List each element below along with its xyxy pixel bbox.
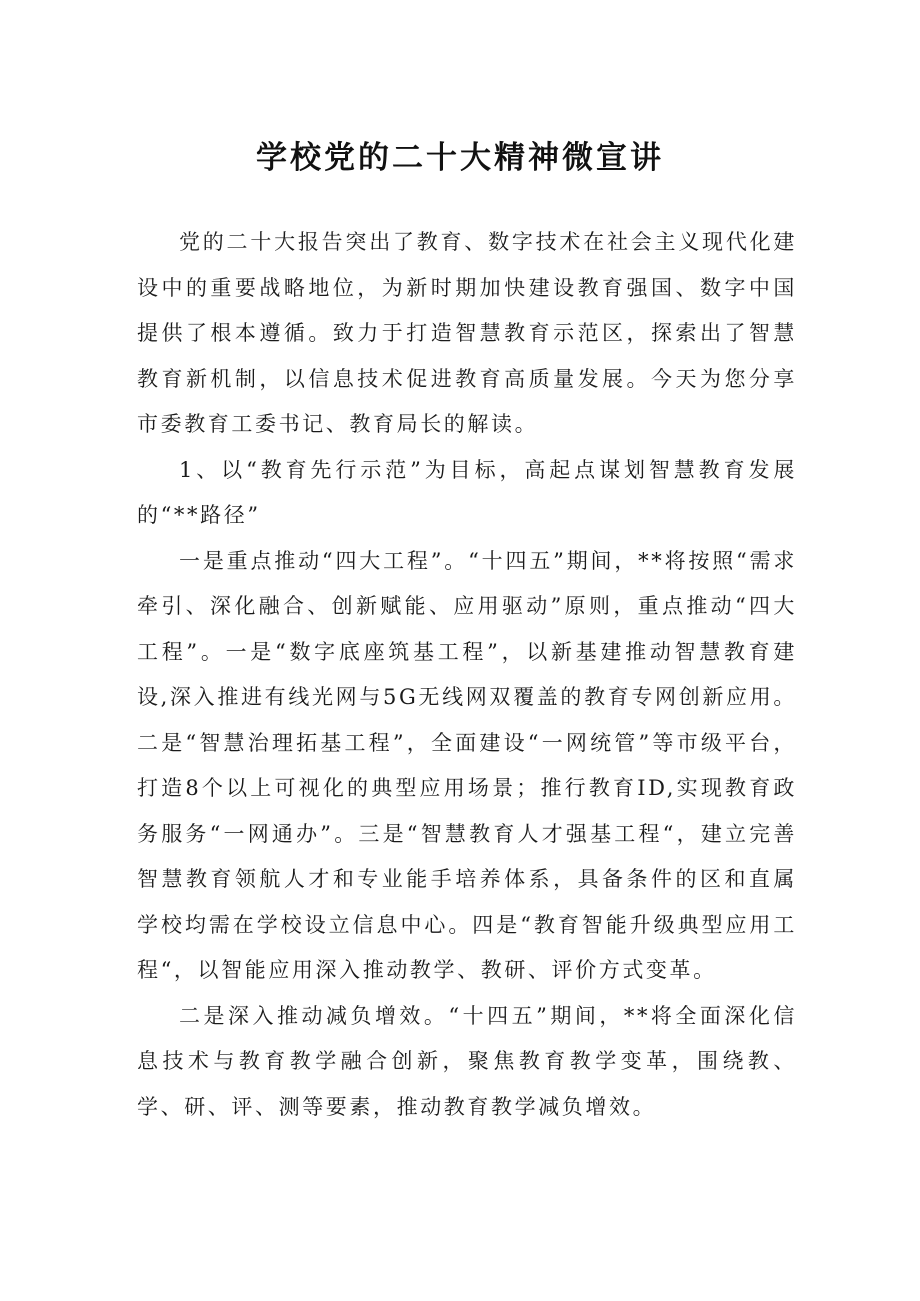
paragraph-intro: 党的二十大报告突出了教育、数字技术在社会主义现代化建设中的重要战略地位，为新时期加快建设教育强国、数字中国提供了根本遵循。致力于打造智慧教育示范区，探索出了智慧教育新机制，以信息技术促进教育高质量发展。今天为您分享市委教育工委书记、教育局长的解读。 [137, 230, 797, 436]
document-body [137, 220, 797, 1130]
document-title: 学校党的二十大精神微宣讲 [256, 140, 664, 176]
paragraph-four-projects: 一是重点推动“四大工程”。“十四五”期间，**将按照“需求牵引、深化融合、创新赋能、应用驱动”原则，重点推动“四大工程”。一是“数字底座筑基工程”，以新基建推动智慧教育建设,深入推进有线光网与5G无线网双覆盖的教育专网创新应用。二是“智慧治理拓基工程”，全面建设“一网统管”等市级平台，打造8个以上可视化的典型应用场景；推行教育ID,实现教育政务服务“一网通办”。三是“智慧教育人才强基工程“，建立完善智慧教育领航人才和专业能手培养体系，具备条件的区和直属学校均需在学校设立信息中心。四是“教育智能升级典型应用工程“，以智能应用深入推动教学、教研、评价方式变革。 [137, 548, 797, 982]
paragraph-burden-reduction: 二是深入推动减负增效。“十四五”期间，**将全面深化信息技术与教育教学融合创新，聚焦教育教学变革，围绕教、学、研、评、测等要素，推动教育教学减负增效。 [137, 1003, 797, 1119]
paragraph-section-heading: 1、以“教育先行示范”为目标，高起点谋划智慧教育发展的“**路径” [137, 457, 797, 527]
